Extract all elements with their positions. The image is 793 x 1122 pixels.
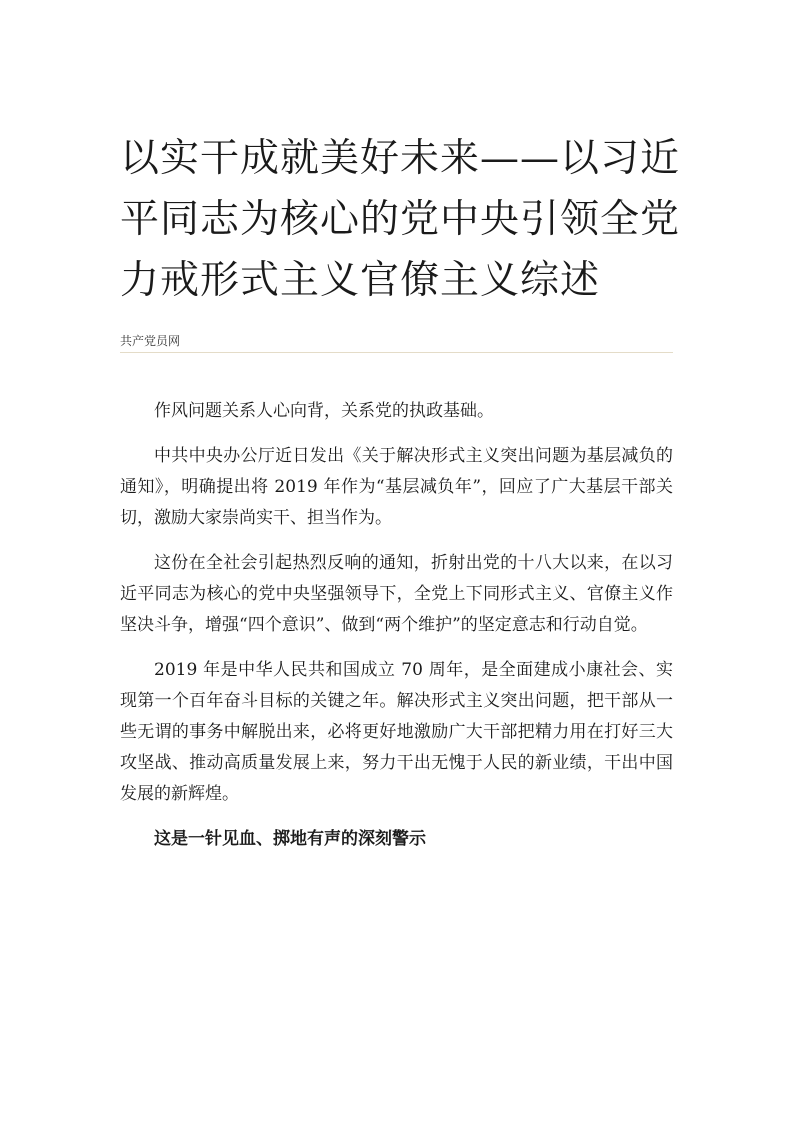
paragraph: 中共中央办公厅近日发出《关于解决形式主义突出问题为基层减负的通知》，明确提出将 2019 年作为“基层减负年”，回应了广大基层干部关切，激励大家崇尚实干、担当作为。 — [120, 446, 673, 528]
paragraph: 作风问题关系人心向背，关系党的执政基础。 — [154, 401, 494, 421]
section-subheading: 这是一针见血、掷地有声的深刻警示 — [154, 829, 426, 849]
source-divider — [120, 352, 673, 353]
article-body — [120, 396, 673, 869]
article-source: 共产党员网 — [120, 334, 181, 348]
article-title: 以实干成就美好未来——以习近平同志为核心的党中央引领全党力戒形式主义官僚主义综述 — [120, 136, 681, 303]
paragraph: 这份在全社会引起热烈反响的通知，折射出党的十八大以来，在以习近平同志为核心的党中央坚强领导下，全党上下同形式主义、官僚主义作坚决斗争，增强“四个意识”、做到“两个维护”的坚定意志和行动自觉。 — [120, 553, 673, 635]
paragraph: 2019 年是中华人民共和国成立 70 周年，是全面建成小康社会、实现第一个百年奋斗目标的关键之年。解决形式主义突出问题，把干部从一些无谓的事务中解脱出来，必将更好地激励广大干部把精力用在打好三大攻坚战、推动高质量发展上来，努力干出无愧于人民的新业绩，干出中国发展的新辉煌。 — [120, 660, 673, 804]
